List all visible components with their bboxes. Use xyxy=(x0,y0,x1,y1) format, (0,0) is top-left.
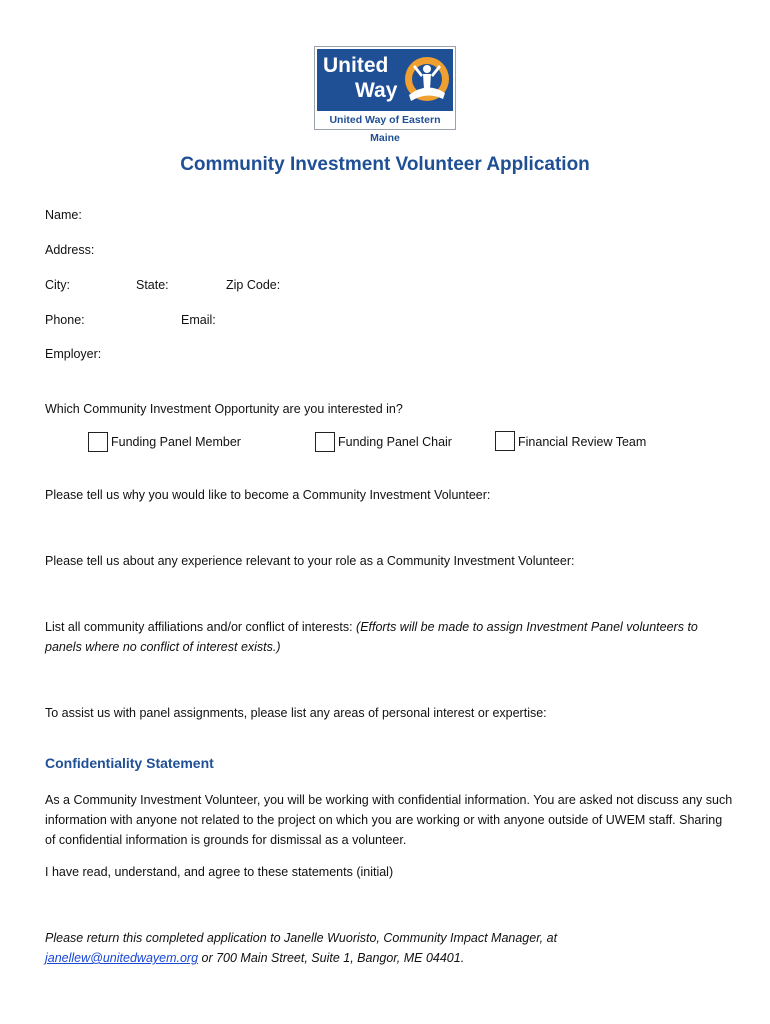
employer-label: Employer: xyxy=(45,347,102,361)
experience-question: Please tell us about any experience relevant to your role as a Community Investment Volunteer: xyxy=(45,554,575,568)
phone-label: Phone: xyxy=(45,313,85,327)
agreement-statement: I have read, understand, and agree to these statements (initial) xyxy=(45,865,394,879)
affiliations-note: (Efforts will be made to assign Investment Panel volunteers to panels where no conflict of interest exists.) xyxy=(45,620,698,654)
logo-subtitle: United Way of Eastern Maine xyxy=(329,114,441,144)
affiliations-prefix: List all community affiliations and/or conflict of interests: xyxy=(45,620,357,634)
return-line-1: Please return this completed application to Janelle Wuoristo, Community Impact Manager, at xyxy=(45,931,558,945)
confidentiality-heading: Confidentiality Statement xyxy=(45,755,214,771)
interests-question: To assist us with panel assignments, please list any areas of personal interest or expertise: xyxy=(45,706,547,720)
name-label: Name: xyxy=(45,208,82,222)
logo-text-way: Way xyxy=(355,79,398,102)
financial-review-team-label: Financial Review Team xyxy=(518,435,647,449)
email-label: Email: xyxy=(181,313,216,327)
page-title: Community Investment Volunteer Application xyxy=(180,154,590,175)
city-label: City: xyxy=(45,278,70,292)
zip-label: Zip Code: xyxy=(226,278,281,292)
return-address: or 700 Main Street, Suite 1, Bangor, ME 04401. xyxy=(198,951,465,965)
logo-text-united: United xyxy=(323,54,389,77)
financial-review-team-checkbox[interactable] xyxy=(495,431,515,451)
funding-panel-member-checkbox[interactable] xyxy=(88,432,108,452)
logo-blue-panel xyxy=(317,49,453,111)
why-question: Please tell us why you would like to become a Community Investment Volunteer: xyxy=(45,488,491,502)
funding-panel-member-label: Funding Panel Member xyxy=(111,435,241,449)
contact-email-link[interactable]: janellew@unitedwayem.org xyxy=(45,951,199,965)
return-instructions xyxy=(45,928,645,968)
opportunity-question: Which Community Investment Opportunity are you interested in? xyxy=(45,402,403,416)
confidentiality-body: As a Community Investment Volunteer, you will be working with confidential information. You are asked not discuss any such information with anyone not related to the project on which you are working or with anyone outside of UWEM staff. Sharing of confidential information is grounds for dismissal as a volunteer. xyxy=(45,793,733,847)
address-label: Address: xyxy=(45,243,95,257)
state-label: State: xyxy=(136,278,169,292)
affiliations-question xyxy=(45,617,735,657)
funding-panel-chair-label: Funding Panel Chair xyxy=(338,435,452,449)
united-way-emblem-icon xyxy=(403,53,451,109)
united-way-logo xyxy=(314,46,456,144)
funding-panel-chair-checkbox[interactable] xyxy=(315,432,335,452)
